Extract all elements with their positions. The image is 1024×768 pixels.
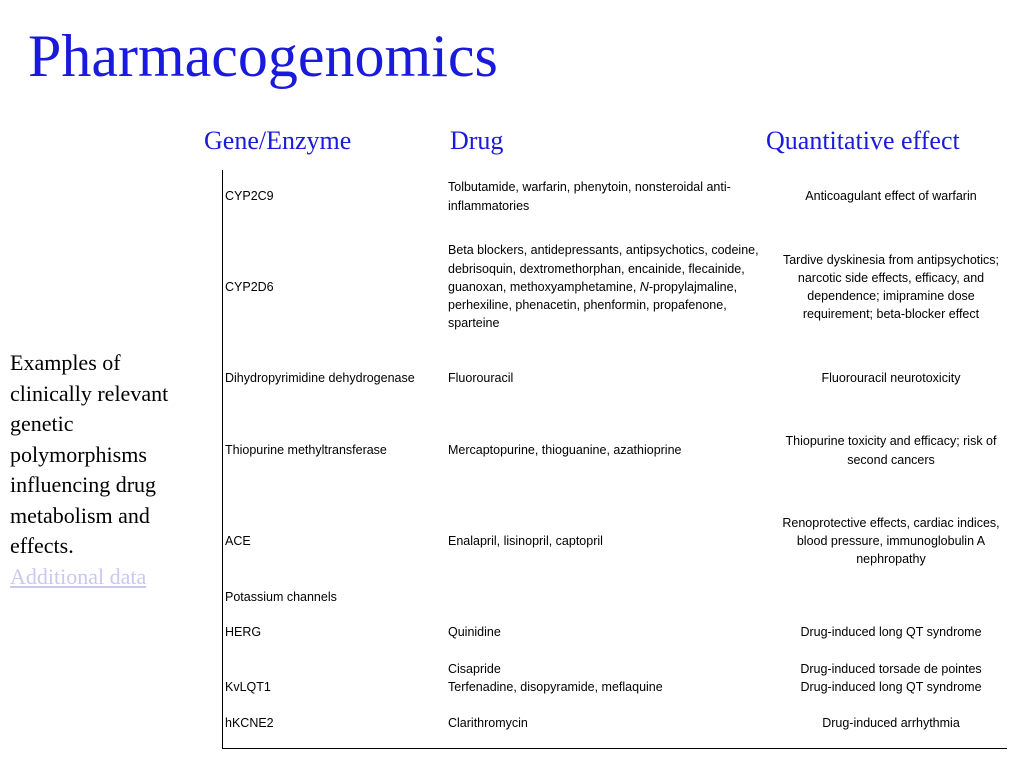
table-row-9-gene: hKCNE2	[225, 715, 274, 730]
additional-data-link[interactable]: Additional data	[10, 563, 147, 589]
table-row-6-effect: Drug-induced long QT syndrome	[800, 624, 982, 639]
table-row-6-drug: Quinidine	[448, 624, 501, 639]
table-row-7-drug: Cisapride	[448, 661, 501, 676]
table-row-3-effect: Thiopurine toxicity and efficacy; risk of second cancers	[785, 434, 997, 467]
table-row-4-gene: ACE	[225, 533, 251, 548]
slide-title: Pharmacogenomics	[28, 23, 498, 89]
column-header-gene: Gene/Enzyme	[204, 126, 352, 155]
table-row-2-gene: Dihydropyrimidine dehydrogenase	[225, 370, 415, 385]
table-row-8-gene: KvLQT1	[225, 679, 271, 694]
table-row-8-effect: Drug-induced long QT syndrome	[800, 679, 982, 694]
column-header-effect: Quantitative effect	[766, 126, 960, 155]
column-header-drug: Drug	[450, 126, 504, 155]
table-row-4-drug: Enalapril, lisinopril, captopril	[448, 533, 603, 548]
table-row-3-gene: Thiopurine methyltransferase	[225, 443, 387, 458]
table-row-1-gene: CYP2D6	[225, 279, 274, 294]
table-row-3-drug: Mercaptopurine, thioguanine, azathioprine	[448, 443, 682, 458]
table-row-0-effect: Anticoagulant effect of warfarin	[805, 189, 977, 204]
caption	[10, 348, 194, 592]
table-row-2-effect: Fluorouracil neurotoxicity	[821, 370, 961, 385]
table-row-7-effect: Drug-induced torsade de pointes	[800, 661, 982, 676]
table-row-1-drug: Beta blockers, antidepressants, antipsychotics, codeine, debrisoquin, dextromethorphan, encainide, flecainide, guanoxan, methoxyamphetamine, N-propylajmaline, perhexiline, phenacetin, phenformin, propafenone, sparteine	[448, 243, 759, 331]
caption-text: Examples of clinically relevant genetic polymorphisms influencing drug metabolism and effects.	[10, 350, 169, 558]
table-row-0-drug: Tolbutamide, warfarin, phenytoin, nonsteroidal anti-inflammatories	[448, 180, 731, 213]
table-row-9-effect: Drug-induced arrhythmia	[822, 715, 960, 730]
table-row-4-effect: Renoprotective effects, cardiac indices, blood pressure, immunoglobulin A nephropathy	[782, 515, 1000, 567]
table-row-9-drug: Clarithromycin	[448, 715, 528, 730]
table-row-5-gene: Potassium channels	[225, 589, 337, 604]
table-row-0-gene: CYP2C9	[225, 189, 274, 204]
table-row-1-effect: Tardive dyskinesia from antipsychotics; narcotic side effects, efficacy, and dependence; imipramine dose requirement; beta-blocker effect	[782, 252, 1000, 322]
table-row-6-gene: HERG	[225, 624, 262, 639]
table-row-8-drug: Terfenadine, disopyramide, meflaquine	[448, 679, 663, 694]
table-row-2-drug: Fluorouracil	[448, 370, 514, 385]
